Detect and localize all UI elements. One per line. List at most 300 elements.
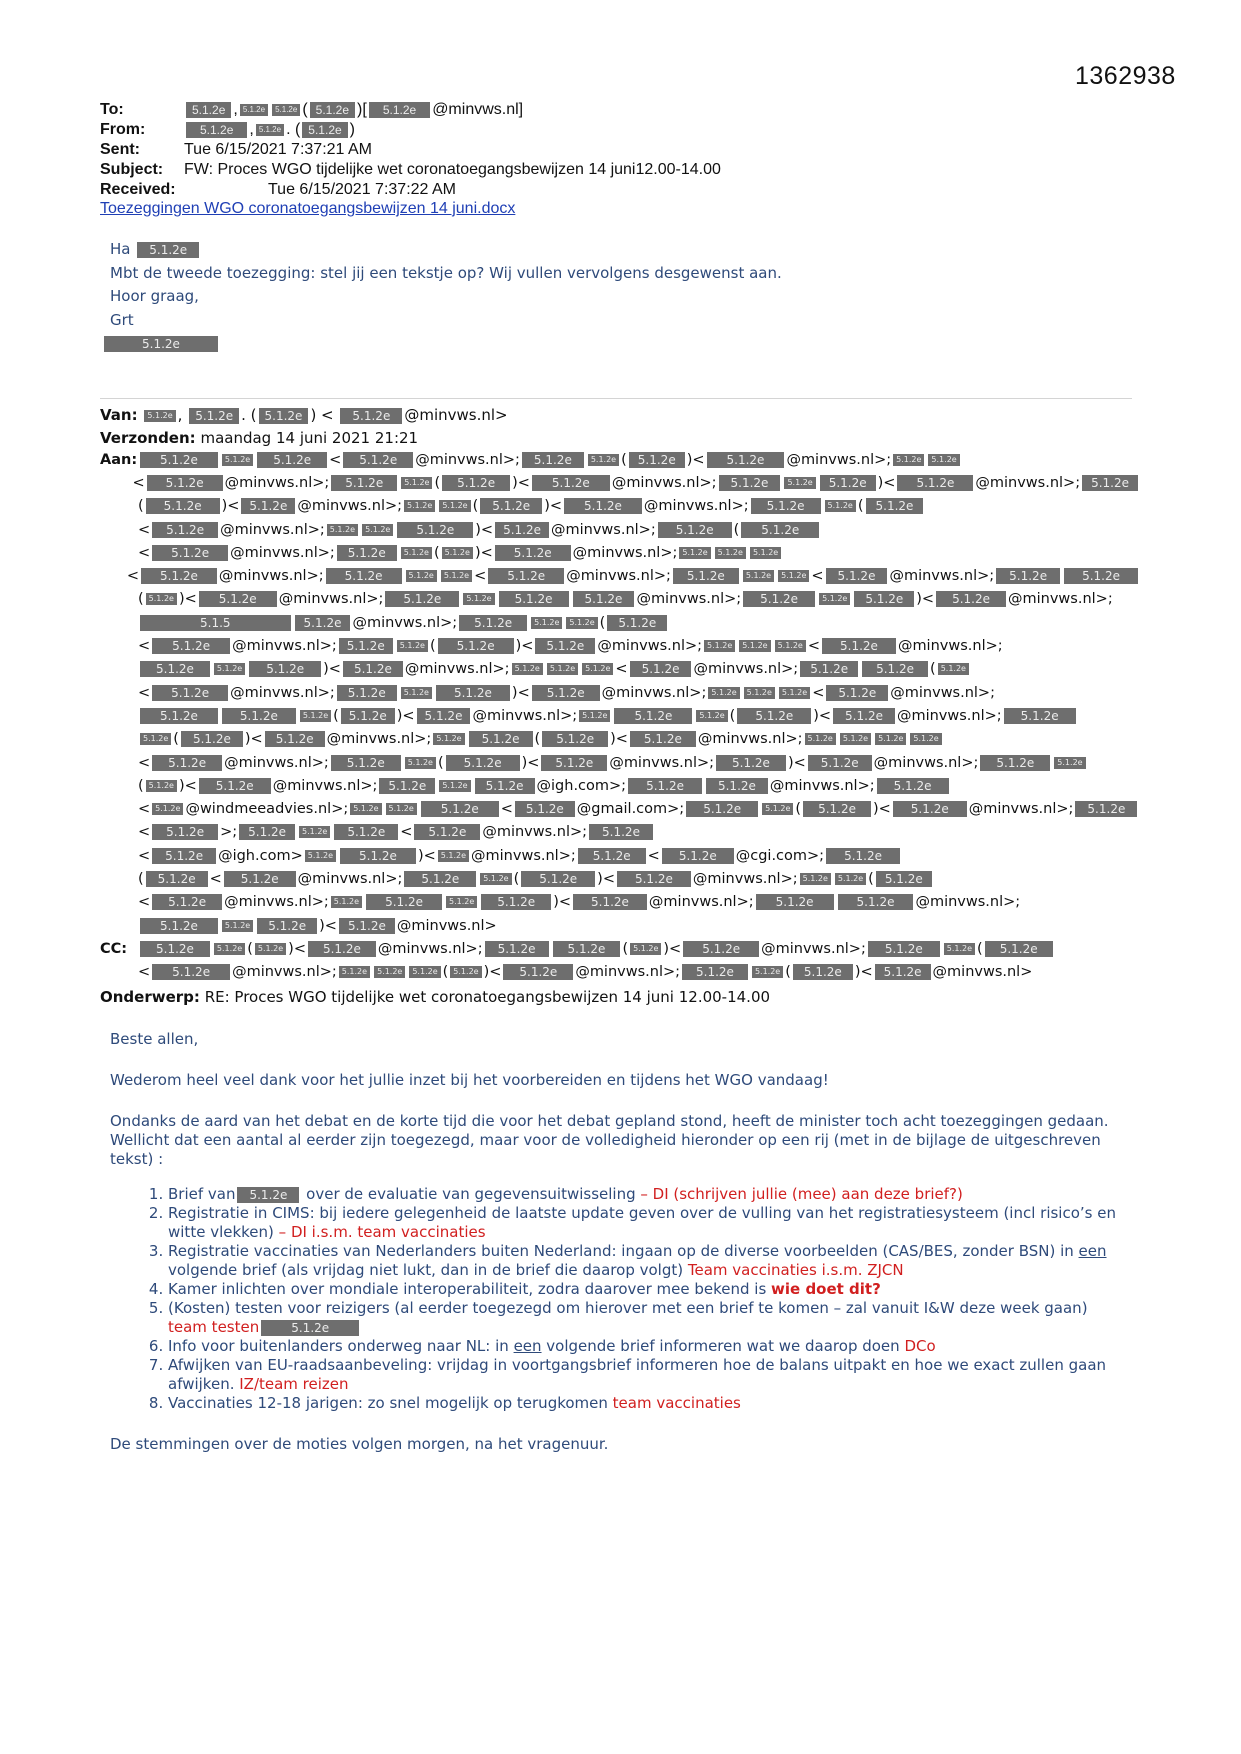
punctuation: )< (544, 498, 562, 515)
redaction: 5.1.2e (152, 803, 183, 815)
punctuation: )< (474, 544, 493, 561)
recipient-line (100, 541, 1140, 564)
email-domain: @minvws.nl>; (597, 638, 703, 655)
redaction: 5.1.2e (259, 408, 309, 424)
received-value: Tue 6/15/2021 7:37:22 AM (268, 181, 456, 198)
punctuation: )< (483, 964, 502, 981)
redaction: 5.1.2e (222, 920, 253, 932)
attachment-link[interactable]: Toezeggingen WGO coronatoegangsbewijzen 14 juni.docx (100, 200, 516, 217)
punctuation: < (138, 638, 151, 655)
email-header (100, 100, 721, 200)
redaction: 5.1.2e (241, 498, 295, 514)
punctuation: )< (553, 894, 571, 911)
punctuation: < (811, 568, 824, 585)
redaction: 5.1.2e (515, 801, 575, 817)
reply-greeting: Ha (110, 240, 131, 258)
redaction: 5.1.2e (480, 873, 511, 885)
email-domain: @minvws.nl>; (220, 521, 325, 538)
received-row (100, 180, 721, 200)
redaction: 5.1.2e (573, 894, 647, 910)
redaction: 5.1.2e (826, 848, 900, 864)
email-domain: @minvws.nl>; (873, 754, 979, 771)
from-label: From: (100, 121, 146, 138)
redaction: 5.1.2e (374, 966, 405, 978)
email-domain: @minvws.nl>; (278, 591, 384, 608)
redaction: 5.1.2e (800, 873, 831, 885)
recipient-line (100, 728, 1140, 751)
redaction: 5.1.2e (140, 733, 171, 745)
item-owner: – DI (schrijven jullie (mee) aan deze brief?) (640, 1185, 963, 1203)
email-domain: @minvws.nl>; (697, 731, 803, 748)
redaction: 5.1.2e (140, 452, 218, 468)
redaction: 5.1.2e (239, 824, 295, 840)
list-item (168, 1185, 1130, 1204)
email-domain: @minvws.nl>; (471, 847, 576, 864)
redaction: 5.1.2e (1054, 757, 1085, 769)
redaction: 5.1.2e (331, 896, 362, 908)
redaction: 5.1.2e (140, 661, 210, 677)
punctuation: )< (515, 638, 534, 655)
email-domain: @minvws.nl>; (232, 964, 337, 981)
redaction: 5.1.2e (750, 547, 781, 559)
separator (100, 398, 1132, 399)
redaction: 5.1.2e (386, 803, 417, 815)
redaction: 5.1.2e (715, 547, 746, 559)
redaction: 5.1.2e (854, 591, 914, 607)
redaction: 5.1.2e (146, 780, 177, 792)
closing-paragraph: De stemmingen over de moties volgen morgen, na het vragenuur. (110, 1435, 609, 1453)
message-body (110, 1030, 1130, 1476)
redaction: 5.1.2e (547, 663, 578, 675)
punctuation: < (209, 870, 222, 887)
redaction: 5.1.5 (140, 615, 291, 631)
redaction: 5.1.2e (249, 661, 321, 677)
redaction: 5.1.2e (439, 500, 470, 512)
punctuation: )< (854, 964, 873, 981)
punctuation: ( (513, 870, 520, 887)
punctuation: ( (138, 777, 144, 794)
reply-signature (110, 332, 782, 356)
redaction: 5.1.2e (588, 454, 619, 466)
punctuation: ( (472, 498, 479, 515)
email-domain: @minvws.nl>; (611, 474, 717, 491)
redaction: 5.1.2e (819, 593, 850, 605)
redaction: 5.1.2e (397, 640, 428, 652)
redaction: 5.1.2e (910, 733, 941, 745)
redaction: 5.1.2e (189, 408, 239, 424)
email-domain: @minvws.nl>; (352, 614, 458, 631)
email-domain: @minvws.nl>; (1008, 591, 1113, 608)
redaction: 5.1.2e (255, 943, 286, 955)
redaction: 5.1.2e (401, 547, 432, 559)
email-domain: @minvws.nl>; (404, 661, 510, 678)
redaction: 5.1.2e (240, 104, 268, 116)
recipient-line (100, 495, 1140, 518)
recipient-line (100, 681, 1140, 704)
subject-value: FW: Proces WGO tijdelijke wet coronatoegangsbewijzen 14 juni12.00-14.00 (184, 161, 721, 178)
list-item (168, 1356, 1130, 1394)
email-domain: @minvws.nl> (932, 964, 1033, 981)
email-domain: @minvws.nl> (396, 917, 497, 934)
redaction: 5.1.2e (339, 918, 395, 934)
redaction: 5.1.2e (146, 593, 177, 605)
punctuation: ( (534, 731, 541, 748)
recipient-line (100, 937, 1140, 960)
van-domain: @minvws.nl> (404, 406, 508, 424)
redaction: 5.1.2e (140, 941, 210, 957)
redaction: 5.1.2e (805, 733, 836, 745)
redaction: 5.1.2e (716, 755, 786, 771)
punctuation: < (126, 568, 139, 585)
email-domain: @minvws.nl>; (786, 451, 892, 468)
punctuation: ( (857, 498, 864, 515)
redaction: 5.1.2e (752, 966, 783, 978)
redaction: 5.1.2e (152, 638, 230, 654)
redaction: 5.1.2e (835, 873, 866, 885)
redaction: 5.1.2e (152, 522, 218, 538)
redaction: 5.1.2e (820, 475, 876, 491)
punctuation: )< (244, 731, 263, 748)
redaction: 5.1.2e (589, 824, 653, 840)
redaction: 5.1.2e (140, 708, 218, 724)
redaction: 5.1.2e (331, 475, 397, 491)
item-owner: Team vaccinaties i.s.m. ZJCN (687, 1261, 904, 1279)
redaction: 5.1.2e (893, 454, 924, 466)
punctuation: ( (138, 870, 144, 887)
redaction: 5.1.2e (775, 640, 806, 652)
punctuation: ( (622, 940, 629, 957)
redaction: 5.1.2e (630, 943, 661, 955)
redaction: 5.1.2e (339, 638, 393, 654)
redaction: 5.1.2e (272, 104, 300, 116)
email-domain: @minvws.nl>; (692, 870, 798, 887)
redaction: 5.1.2e (299, 826, 330, 838)
punctuation: ( (977, 940, 983, 957)
redaction: 5.1.2e (532, 475, 610, 491)
redaction: 5.1.2e (152, 848, 216, 864)
redaction: 5.1.2e (679, 547, 710, 559)
verzonden-value: maandag 14 juni 2021 21:21 (200, 429, 419, 447)
redaction: 5.1.2e (385, 591, 459, 607)
punctuation: ( (785, 964, 791, 981)
email-domain: @minvws.nl>; (566, 568, 671, 585)
thanks-paragraph: Wederom heel veel dank voor het jullie inzet bij het voorbereiden en tijdens het WGO vandaag! (110, 1071, 829, 1089)
redaction: 5.1.2e (438, 850, 469, 862)
email-domain: @minvws.nl>; (224, 754, 329, 771)
to-label: To: (100, 101, 124, 118)
email-domain: @windmeeadvies.nl>; (185, 801, 349, 818)
punctuation: < (812, 684, 825, 701)
redaction: 5.1.2e (719, 475, 781, 491)
punctuation: < (138, 801, 151, 818)
verzonden-row (100, 427, 1140, 450)
item-text: Afwijken van EU-raadsaanbeveling: vrijdag in voortgangsbrief informeren hoe de balans uitpakt en hoe we exact zullen gaan afwijken. (168, 1356, 1107, 1393)
email-domain: @minvws.nl>; (218, 568, 324, 585)
email-domain: @igh.com> (218, 847, 303, 864)
redaction: 5.1.2e (295, 615, 351, 631)
redaction: 5.1.2e (825, 500, 856, 512)
redaction: 5.1.2e (707, 452, 785, 468)
punctuation: )< (178, 591, 197, 608)
redaction: 5.1.2e (237, 1187, 299, 1203)
email-domain: @cgi.com>; (735, 847, 825, 864)
email-domain: @minvws.nl>; (889, 568, 995, 585)
redaction: 5.1.2e (446, 896, 477, 908)
recipient-line (100, 564, 1140, 587)
redaction: 5.1.2e (875, 964, 931, 980)
redaction: 5.1.2e (326, 568, 402, 584)
redaction: 5.1.2e (480, 498, 542, 514)
item-owner: IZ/team reizen (239, 1375, 349, 1393)
punctuation: ( (247, 940, 253, 957)
punctuation: < (138, 684, 151, 701)
list-item (168, 1204, 1130, 1242)
redaction: 5.1.2e (475, 778, 535, 794)
redaction: 5.1.2e (996, 568, 1060, 584)
item-text: Brief van (168, 1185, 236, 1203)
item-text: Info voor buitenlanders onderweg naar NL: in (168, 1337, 514, 1355)
redaction: 5.1.2e (406, 570, 437, 582)
redaction: 5.1.2e (350, 803, 381, 815)
redaction: 5.1.2e (578, 848, 646, 864)
redaction: 5.1.2e (379, 778, 435, 794)
onderwerp-value: RE: Proces WGO tijdelijke wet coronatoegangsbewijzen 14 juni 12.00-14.00 (204, 988, 771, 1006)
redaction: 5.1.2e (222, 708, 296, 724)
redaction: 5.1.2e (442, 547, 473, 559)
reply-line-3: Grt (110, 310, 134, 329)
punctuation: ( (433, 544, 440, 561)
redaction: 5.1.2e (224, 871, 296, 887)
punctuation: )< (916, 591, 935, 608)
item-text: (Kosten) testen voor reizigers (al eerder toegezegd om hierover met een brief te komen – zal vanuit I&W deze week gaan) (168, 1299, 1088, 1317)
redaction: 5.1.2e (793, 964, 853, 980)
email-domain: @minvws.nl>; (482, 824, 588, 841)
punctuation: < (132, 474, 145, 491)
punctuation: )< (686, 451, 705, 468)
email-domain: @minvws.nl>; (968, 801, 1074, 818)
punctuation: )< (323, 661, 341, 678)
email-domain: @minvws.nl>; (601, 684, 707, 701)
recipient-label: CC: (100, 940, 128, 957)
reply-message (110, 238, 782, 356)
punctuation: )< (597, 870, 615, 887)
recipient-line (100, 471, 1140, 494)
redaction: 5.1.2e (366, 894, 442, 910)
email-domain: @minvws.nl>; (377, 940, 483, 957)
redaction: 5.1.2e (152, 894, 222, 910)
onderwerp-label: Onderwerp: (100, 988, 200, 1006)
email-domain: @minvws.nl>; (326, 731, 432, 748)
redaction: 5.1.2e (826, 685, 888, 701)
redaction: 5.1.2e (1082, 475, 1138, 491)
document-number: 1362938 (1075, 62, 1176, 90)
item-text: volgende brief informeren wat we daarop doen (541, 1337, 905, 1355)
redaction: 5.1.2e (104, 336, 218, 352)
redaction: 5.1.2e (481, 894, 551, 910)
redaction: 5.1.2e (152, 964, 230, 980)
punctuation: )< (475, 521, 494, 538)
sent-value: Tue 6/15/2021 7:37:21 AM (184, 141, 372, 158)
redaction: 5.1.2e (199, 591, 277, 607)
van-row: Van: 5.1.2e , 5.1.2e . ( 5.1.2e ) < 5.1.2e @minvws.nl> (100, 406, 508, 424)
punctuation: )< (877, 474, 896, 491)
punctuation: )< (521, 754, 540, 771)
redaction: 5.1.2e (936, 591, 1006, 607)
redaction: 5.1.2e (762, 803, 793, 815)
list-item (168, 1394, 1130, 1413)
redaction: 5.1.2e (741, 522, 819, 538)
punctuation: )< (813, 707, 832, 724)
recipient-line (100, 588, 1140, 611)
email-domain: @minvws.nl>; (230, 544, 335, 561)
punctuation: )< (872, 801, 891, 818)
punctuation: ( (442, 964, 449, 981)
redaction: 5.1.2e (566, 617, 597, 629)
email-domain: @minvws.nl>; (415, 451, 520, 468)
item-owner: team vaccinaties (612, 1394, 741, 1412)
redaction: 5.1.2e (897, 475, 973, 491)
redaction: 5.1.2e (459, 615, 527, 631)
redaction: 5.1.2e (784, 477, 815, 489)
punctuation: < (807, 638, 821, 655)
redaction: 5.1.2e (186, 102, 231, 118)
email-domain: @minvws.nl>; (224, 894, 329, 911)
email-domain: @minvws.nl>; (230, 684, 335, 701)
redaction: 5.1.2e (495, 522, 549, 538)
redaction: 5.1.2e (696, 710, 727, 722)
redaction: 5.1.2e (147, 475, 223, 491)
redaction: 5.1.2e (433, 733, 464, 745)
redaction: 5.1.2e (438, 638, 514, 654)
forward-header (100, 404, 1140, 450)
redaction: 5.1.2e (222, 454, 253, 466)
punctuation: ( (930, 661, 936, 678)
redaction: 5.1.2e (630, 731, 696, 747)
redaction: 5.1.2e (256, 124, 284, 136)
redaction: 5.1.2e (439, 780, 470, 792)
email-domain: @minvws.nl>; (975, 474, 1081, 491)
sent-label: Sent: (100, 141, 140, 158)
recipient-line (100, 844, 1140, 867)
punctuation: )< (787, 754, 806, 771)
item-owner: – DI i.s.m. team vaccinaties (278, 1223, 486, 1241)
punctuation: )< (417, 847, 436, 864)
redaction: 5.1.2e (495, 545, 571, 561)
email-domain: @minvws.nl>; (896, 707, 1002, 724)
punctuation: < (329, 451, 342, 468)
from-row: From: 5.1.2e , 5.1.2e . ( 5.1.2e ) (100, 121, 355, 138)
redaction: 5.1.2e (436, 685, 510, 701)
punctuation: ( (333, 707, 339, 724)
redaction: 5.1.2e (553, 941, 621, 957)
redaction: 5.1.2e (334, 824, 398, 840)
punctuation: ( (437, 754, 444, 771)
redaction: 5.1.2e (404, 500, 435, 512)
redaction: 5.1.2e (985, 941, 1053, 957)
redaction: 5.1.2e (404, 871, 476, 887)
received-label: Received: (100, 181, 176, 198)
redaction: 5.1.2e (146, 871, 208, 887)
redaction: 5.1.2e (339, 966, 370, 978)
punctuation: < (138, 544, 151, 561)
item-text: Registratie in CIMS: bij iedere gelegenheid de laatste update geven over de vulling van het registratiesysteem (incl risico’s en witte vlekken) (168, 1204, 1116, 1241)
salutation: Beste allen, (110, 1030, 199, 1048)
redaction: 5.1.2e (866, 498, 924, 514)
redaction: 5.1.2e (469, 731, 533, 747)
item-text: een (1078, 1242, 1107, 1260)
email-domain: @minvws.nl>; (761, 940, 866, 957)
redaction: 5.1.2e (778, 570, 809, 582)
redaction: 5.1.2e (743, 570, 774, 582)
redaction: 5.1.2e (340, 848, 416, 864)
toezeggingen-list (110, 1185, 1130, 1413)
redaction: 5.1.2e (369, 102, 430, 118)
redaction: 5.1.2e (141, 568, 217, 584)
recipient-line (100, 704, 1140, 727)
email-domain: @minvws.nl>; (897, 638, 1003, 655)
van-label: Van: (100, 406, 138, 424)
punctuation: )< (512, 474, 530, 491)
punctuation: ( (599, 614, 606, 631)
redaction: 5.1.2e (144, 410, 175, 422)
redaction: 5.1.2e (541, 755, 607, 771)
to-row: To: 5.1.2e , 5.1.2e 5.1.2e ( 5.1.2e )[ 5.1.2e @minvws.nl] (100, 101, 524, 118)
punctuation: ( (795, 801, 802, 818)
recipient-line (100, 891, 1140, 914)
redaction: 5.1.2e (535, 638, 595, 654)
redaction: 5.1.2e (257, 452, 327, 468)
recipient-line (100, 797, 1140, 820)
redaction: 5.1.2e (944, 943, 975, 955)
email-domain: @minvws.nl>; (232, 638, 337, 655)
redaction: 5.1.2e (485, 941, 549, 957)
redaction: 5.1.2e (152, 755, 222, 771)
redaction: 5.1.2e (340, 408, 402, 424)
redaction: 5.1.2e (521, 871, 595, 887)
redaction: 5.1.2e (629, 452, 685, 468)
redaction: 5.1.2e (743, 591, 815, 607)
redaction: 5.1.2e (564, 498, 642, 514)
redaction: 5.1.2e (683, 941, 759, 957)
verzonden-label: Verzonden: (100, 429, 196, 447)
redaction: 5.1.2e (868, 941, 940, 957)
email-domain: @minvws.nl>; (890, 684, 995, 701)
email-domain: @minvws.nl>; (575, 964, 681, 981)
redaction: 5.1.2e (779, 687, 810, 699)
redaction: 5.1.2e (181, 731, 243, 747)
email-domain: @minvws.nl>; (609, 754, 715, 771)
punctuation: )< (511, 684, 530, 701)
reply-line-1: Mbt de tweede toezegging: stel jij een tekstje op? Wij vullen vervolgens desgewenst aan. (110, 263, 782, 282)
redaction: 5.1.2e (662, 848, 734, 864)
redaction: 5.1.2e (343, 661, 403, 677)
redaction: 5.1.2e (331, 755, 401, 771)
redaction: 5.1.2e (503, 964, 573, 980)
reply-greeting-line (110, 238, 782, 262)
punctuation: )< (319, 917, 337, 934)
punctuation: )< (178, 777, 197, 794)
recipient-label: Aan: (100, 451, 138, 468)
item-text: een (513, 1337, 542, 1355)
punctuation: )< (221, 498, 240, 515)
redaction: 5.1.2e (337, 685, 397, 701)
recipient-line (100, 518, 1140, 541)
email-domain: @minvws.nl>; (572, 544, 678, 561)
redaction: 5.1.2e (706, 778, 768, 794)
recipient-line (100, 751, 1140, 774)
redaction: 5.1.2e (152, 685, 228, 701)
punctuation: < (400, 824, 413, 841)
